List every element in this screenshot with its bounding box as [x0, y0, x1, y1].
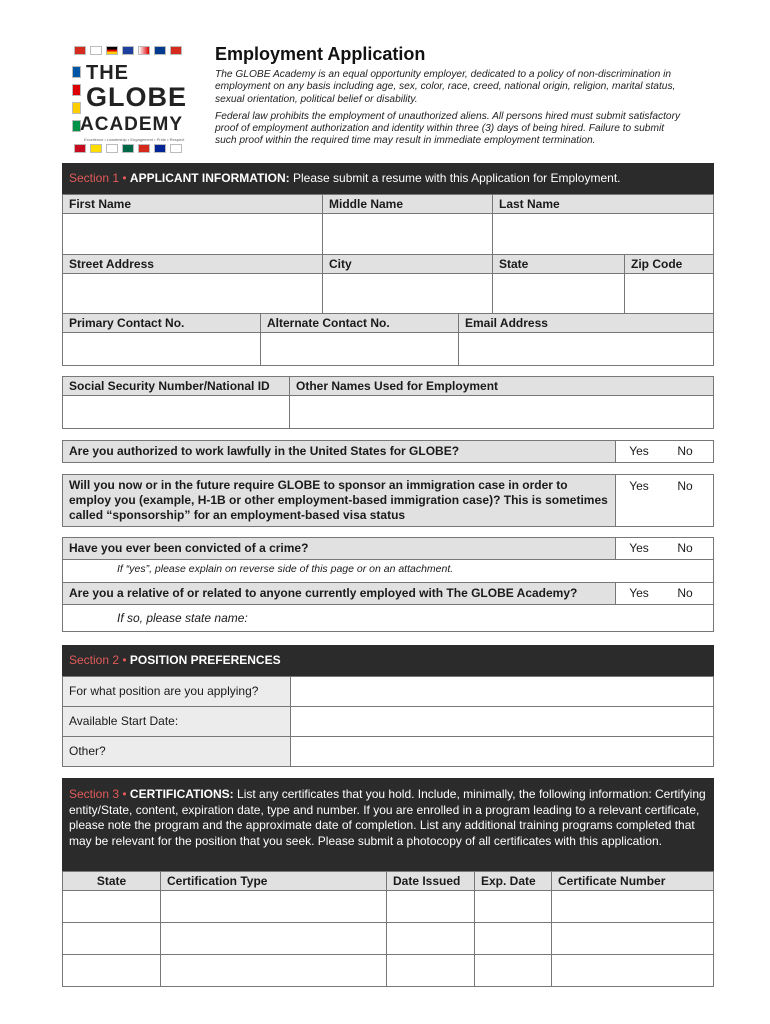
sponsorship-question	[62, 474, 714, 527]
flag-icon	[106, 46, 118, 55]
ssn-field[interactable]	[63, 396, 290, 429]
section-number: Section 3 •	[69, 787, 130, 801]
last-name-field[interactable]	[493, 214, 714, 256]
state-cell[interactable]	[63, 891, 161, 923]
flag-icon	[90, 144, 102, 153]
certification-type-cell[interactable]	[161, 923, 387, 955]
yes-option[interactable]: Yes	[629, 479, 649, 493]
flag-icon	[154, 46, 166, 55]
certificate-number-cell[interactable]	[552, 891, 714, 923]
flag-icon	[72, 84, 81, 96]
work-authorization-question	[62, 440, 714, 463]
certificate-number-cell[interactable]	[552, 955, 714, 987]
other-names-label: Other Names Used for Employment	[290, 377, 714, 396]
flag-icon	[72, 102, 81, 114]
state-column-header: State	[63, 872, 161, 891]
flag-icon	[138, 144, 150, 153]
date-issued-cell[interactable]	[387, 891, 475, 923]
logo-text-academy: ACADEMY	[80, 114, 184, 135]
question-text: Have you ever been convicted of a crime?	[63, 538, 616, 560]
flag-icon	[90, 46, 102, 55]
flag-icon	[170, 144, 182, 153]
no-option[interactable]: No	[677, 541, 693, 555]
section-number: Section 1 •	[69, 171, 130, 185]
primary-contact-field[interactable]	[63, 333, 261, 366]
section-title: APPLICANT INFORMATION:	[129, 171, 290, 185]
certification-type-column-header: Certification Type	[161, 872, 387, 891]
zip-code-label: Zip Code	[625, 255, 714, 274]
eeo-statement: The GLOBE Academy is an equal opportunity employer, dedicated to a policy of non-discrimination in employment on any basis including age, sex, color, race, creed, national origin, religion, marital status, sexual orientation, political belief or disability.	[215, 69, 676, 105]
middle-name-label: Middle Name	[323, 195, 493, 214]
position-label: For what position are you applying?	[63, 677, 291, 707]
date-issued-column-header: Date Issued	[387, 872, 475, 891]
first-name-label: First Name	[63, 195, 323, 214]
section-description: Please submit a resume with this Application for Employment.	[289, 171, 621, 185]
flag-icon	[74, 46, 86, 55]
intro-text	[215, 69, 685, 153]
page-title: Employment Application	[215, 44, 426, 64]
start-date-field[interactable]	[291, 707, 714, 737]
other-names-field[interactable]	[290, 396, 714, 429]
address-table	[62, 254, 714, 316]
zip-code-field[interactable]	[625, 274, 714, 316]
yes-option[interactable]: Yes	[629, 444, 649, 458]
yes-option[interactable]: Yes	[629, 541, 649, 555]
email-address-label: Email Address	[459, 314, 714, 333]
flag-icon	[74, 144, 86, 153]
section-title: CERTIFICATIONS:	[129, 787, 234, 801]
conviction-question	[62, 537, 714, 560]
position-preferences-table	[62, 676, 714, 767]
question-text: Are you authorized to work lawfully in the United States for GLOBE?	[63, 441, 616, 463]
flag-icon	[170, 46, 182, 55]
conviction-note: If “yes”, please explain on reverse side of this page or on an attachment.	[62, 559, 714, 583]
start-date-label: Available Start Date:	[63, 707, 291, 737]
section-1-header	[62, 163, 714, 194]
section-number: Section 2 •	[69, 653, 130, 667]
logo-tagline: Excellence • Leadership • Engagement • Pride • Respect	[84, 137, 185, 142]
other-field[interactable]	[291, 737, 714, 767]
exp-date-column-header: Exp. Date	[475, 872, 552, 891]
date-issued-cell[interactable]	[387, 955, 475, 987]
question-text: Will you now or in the future require GLOBE to sponsor an immigration case in order to employ you (example, H-1B or other employment-based immigration case)? This is sometimes called “sponsorship” for an employment-based visa status	[63, 475, 616, 527]
question-text: Are you a relative of or related to anyone currently employed with The GLOBE Academy?	[63, 583, 616, 605]
certification-type-cell[interactable]	[161, 891, 387, 923]
yes-option[interactable]: Yes	[629, 586, 649, 600]
certification-type-cell[interactable]	[161, 955, 387, 987]
state-field[interactable]	[493, 274, 625, 316]
logo-text-globe: GLOBE	[86, 82, 188, 112]
table-row	[63, 955, 714, 987]
logo-text-the: THE	[86, 62, 129, 84]
street-address-field[interactable]	[63, 274, 323, 316]
flag-icon	[154, 144, 166, 153]
relative-question	[62, 582, 714, 632]
other-label: Other?	[63, 737, 291, 767]
yes-no-options	[616, 441, 714, 463]
alternate-contact-label: Alternate Contact No.	[261, 314, 459, 333]
no-option[interactable]: No	[677, 479, 693, 493]
alternate-contact-field[interactable]	[261, 333, 459, 366]
state-cell[interactable]	[63, 955, 161, 987]
city-field[interactable]	[323, 274, 493, 316]
section-2-header	[62, 645, 714, 676]
state-cell[interactable]	[63, 923, 161, 955]
flag-icon	[122, 46, 134, 55]
relative-name-field[interactable]: If so, please state name:	[63, 605, 714, 632]
email-address-field[interactable]	[459, 333, 714, 366]
section-title: POSITION PREFERENCES	[129, 653, 281, 667]
no-option[interactable]: No	[677, 444, 693, 458]
federal-law-statement: Federal law prohibits the employment of unauthorized aliens. All persons hired must submit satisfactory proof of employment authorization and identity within three (3) days of being hired. Failure to submit such proof within the required time may result in immediate employment termination.	[215, 110, 681, 147]
flag-icon	[122, 144, 134, 153]
middle-name-field[interactable]	[323, 214, 493, 256]
flag-icon	[138, 46, 150, 55]
name-table	[62, 194, 714, 256]
flag-icon	[72, 66, 81, 78]
first-name-field[interactable]	[63, 214, 323, 256]
yes-no-options	[616, 538, 714, 560]
certificate-number-column-header: Certificate Number	[552, 872, 714, 891]
table-row	[63, 891, 714, 923]
yes-no-options	[616, 475, 714, 527]
table-row	[63, 923, 714, 955]
state-label: State	[493, 255, 625, 274]
contact-table	[62, 313, 714, 366]
certificate-number-cell[interactable]	[552, 923, 714, 955]
exp-date-cell[interactable]	[475, 955, 552, 987]
exp-date-cell[interactable]	[475, 891, 552, 923]
exp-date-cell[interactable]	[475, 923, 552, 955]
no-option[interactable]: No	[677, 586, 693, 600]
street-address-label: Street Address	[63, 255, 323, 274]
yes-no-options	[616, 583, 714, 605]
position-field[interactable]	[291, 677, 714, 707]
section-3-header	[62, 778, 714, 871]
last-name-label: Last Name	[493, 195, 714, 214]
flag-icon	[106, 144, 118, 153]
city-label: City	[323, 255, 493, 274]
certifications-table	[62, 871, 714, 987]
academy-logo	[70, 44, 188, 154]
ssn-label: Social Security Number/National ID	[63, 377, 290, 396]
date-issued-cell[interactable]	[387, 923, 475, 955]
primary-contact-label: Primary Contact No.	[63, 314, 261, 333]
identity-table	[62, 376, 714, 429]
section-description: List any certificates that you hold. Include, minimally, the following information: Certifying entity/State, content, expiration date, type and number. If you are enrolled in a program leading to a relevant certificate, please note the program and the approximate date of completion. List any additional training programs completed that may be relevant for the position that you seek. Please submit a photocopy of all certificates with this application.	[69, 787, 706, 848]
